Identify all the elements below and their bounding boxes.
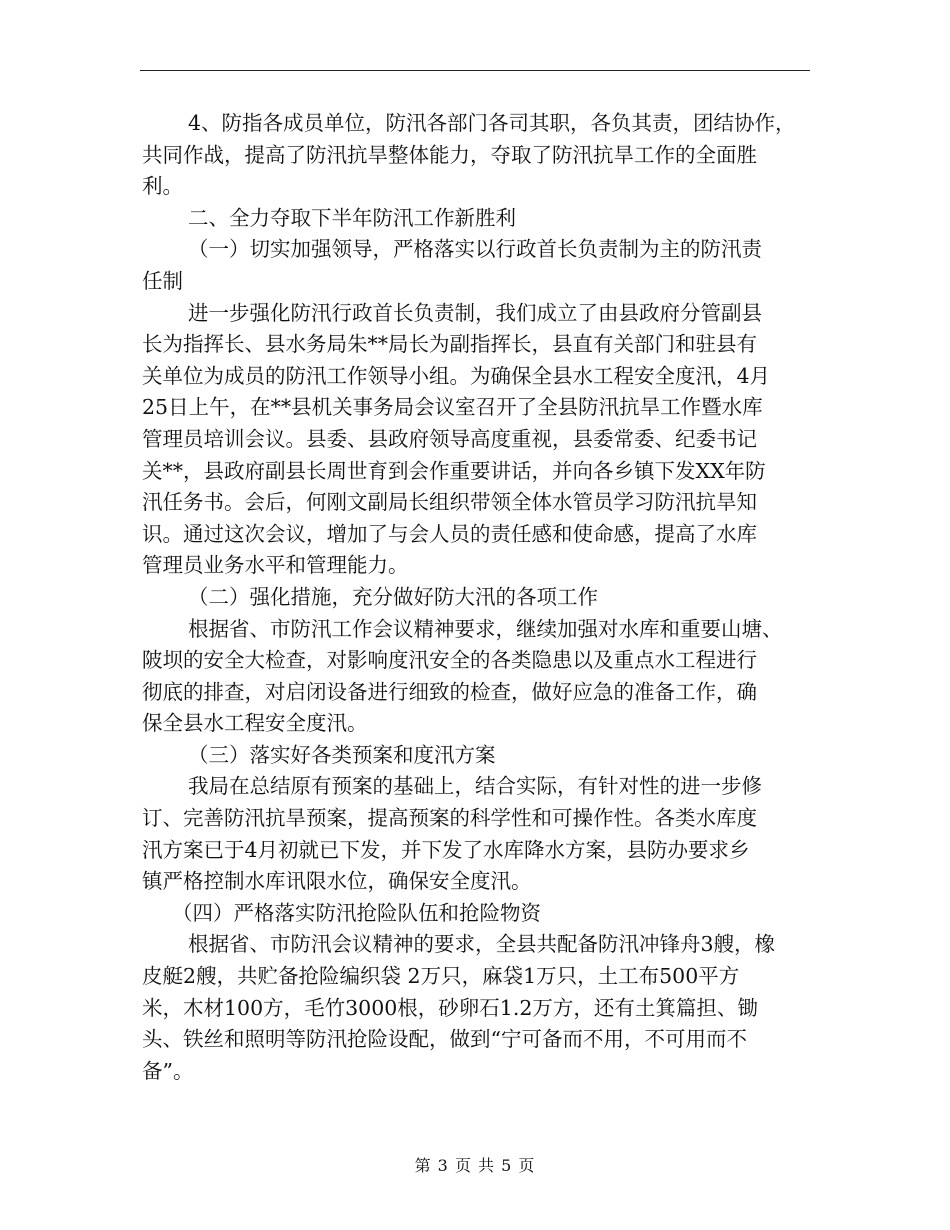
text-line: 关**，县政府副县长周世育到会作重要讲话，并向各乡镇下发XX年防 xyxy=(142,458,766,483)
text-line: 汛方案已于4月初就已下发，并下发了水库降水方案，县防办要求乡 xyxy=(142,837,750,862)
text-line: 备”。 xyxy=(142,1058,194,1083)
text-line: 头、铁丝和照明等防汛抢险设配，做到“宁可备而不用，不可用而不 xyxy=(142,1027,747,1052)
header-rule xyxy=(140,70,810,71)
page-footer: 第 3 页 共 5 页 xyxy=(414,1156,536,1175)
text-line: 保全县水工程安全度汛。 xyxy=(142,711,368,736)
text-line: 任制 xyxy=(142,268,183,293)
text-line: 二、全力夺取下半年防汛工作新胜利 xyxy=(188,205,516,230)
text-line: 根据省、市防汛会议精神的要求，全县共配备防汛冲锋舟3艘，橡 xyxy=(188,932,776,957)
text-line: 镇严格控制水库讯限水位，确保安全度汛。 xyxy=(142,869,532,894)
text-line: 关单位为成员的防汛工作领导小组。为确保全县水工程安全度汛，4月 xyxy=(142,363,771,388)
text-line: 陂坝的安全大检查，对影响度汛安全的各类隐患以及重点水工程进行 xyxy=(142,648,757,673)
text-line: 我局在总结原有预案的基础上，结合实际，有针对性的进一步修 xyxy=(188,774,762,799)
text-line: （二）强化措施，充分做好防大汛的各项工作 xyxy=(188,584,598,609)
text-line: 根据省、市防汛工作会议精神要求，继续加强对水库和重要山塘、 xyxy=(188,616,783,641)
text-line: 彻底的排查，对启闭设备进行细致的检查，做好应急的准备工作，确 xyxy=(142,679,757,704)
document-body xyxy=(142,108,810,1087)
text-line: （一）切实加强领导，严格落实以行政首长负责制为主的防汛责 xyxy=(188,237,762,262)
text-line: （三）落实好各类预案和度汛方案 xyxy=(188,742,496,767)
text-line: 订、完善防汛抗旱预案，提高预案的科学性和可操作性。各类水库度 xyxy=(142,806,757,831)
text-line: 皮艇2艘，共贮备抢险编织袋 2万只，麻袋1万只，土工布500平方 xyxy=(142,964,740,989)
text-line: 管理员培训会议。县委、县政府领导高度重视，县委常委、纪委书记 xyxy=(142,426,757,451)
text-line: 识。通过这次会议，增加了与会人员的责任感和使命感，提高了水库 xyxy=(142,521,757,546)
text-line: 利。 xyxy=(142,174,183,199)
text-line: 米，木材100方，毛竹3000根，砂卵石1.2万方，还有土箕篇担、锄 xyxy=(142,995,758,1020)
text-line: （四）严格落实防汛抢险队伍和抢险物资 xyxy=(172,900,541,925)
text-line: 进一步强化防汛行政首长负责制，我们成立了由县政府分管副县 xyxy=(188,300,762,325)
text-line: 汛任务书。会后，何刚文副局长组织带领全体水管员学习防汛抗旱知 xyxy=(142,490,757,515)
text-line: 管理员业务水平和管理能力。 xyxy=(142,553,409,578)
text-line: 4、防指各成员单位，防汛各部门各司其职，各负其责，团结协作， xyxy=(188,111,796,135)
text-line: 共同作战，提高了防汛抗旱整体能力，夺取了防汛抗旱工作的全面胜 xyxy=(142,142,757,167)
text-line: 25日上午，在**县机关事务局会议室召开了全县防汛抗旱工作暨水库 xyxy=(142,395,763,420)
text-line: 长为指挥长、县水务局朱**局长为副指挥长，县直有关部门和驻县有 xyxy=(142,332,757,357)
